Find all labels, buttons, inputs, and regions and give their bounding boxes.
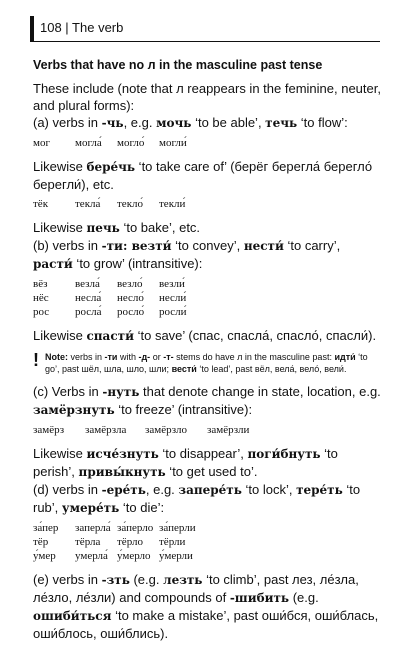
gloss: ‘to get used to’. <box>165 464 258 479</box>
section-b-intro <box>33 237 383 273</box>
text: or <box>150 352 164 362</box>
form: росли́ <box>159 306 187 318</box>
ending: -т- <box>163 352 174 362</box>
likewise-paragraph <box>33 158 383 193</box>
forms-row <box>33 277 383 291</box>
running-header <box>30 16 380 42</box>
gloss: ‘to grow’ (intransitive): <box>72 256 203 271</box>
gloss: ‘to rub’, <box>33 482 361 515</box>
form: заперла́ <box>75 522 111 534</box>
form: у́мерло <box>117 550 151 562</box>
section-e-paragraph <box>33 571 383 642</box>
form: мог <box>33 137 50 149</box>
gloss: ‘to make a mistake’, past оши́бся, оши́блась, оши́блось, оши́блись). <box>33 608 379 641</box>
form: замёрзла <box>85 424 127 436</box>
section-d-intro <box>33 481 383 517</box>
form: везло́ <box>117 278 143 290</box>
gloss: ‘to climb’, past лез, ле́зла, ле́зло, ле́зли) and compounds of <box>33 572 359 605</box>
header-rule <box>30 41 380 42</box>
form: за́перло <box>117 522 154 534</box>
forms-row <box>33 535 383 549</box>
forms-table <box>33 197 383 211</box>
text: Likewise <box>33 328 87 343</box>
ending: -ере́ть <box>101 483 146 497</box>
verb: поги́бнуть <box>247 447 321 461</box>
verb: везти́ <box>131 239 172 253</box>
verb: -шибить <box>229 591 290 605</box>
form: росло́ <box>117 306 145 318</box>
form: тёрло <box>117 536 144 548</box>
form: несла́ <box>75 292 102 304</box>
form: текла́ <box>75 198 101 210</box>
text: (e.g. <box>129 572 164 587</box>
form: за́перли <box>159 522 196 534</box>
forms-table <box>33 277 383 319</box>
forms-table <box>33 521 383 563</box>
ending: -зть <box>101 573 130 587</box>
forms-table <box>33 423 383 437</box>
form: могли́ <box>159 137 187 149</box>
form: умерла́ <box>75 550 108 562</box>
form: текло́ <box>117 198 144 210</box>
form: текли́ <box>159 198 186 210</box>
ending: -чь <box>101 116 124 130</box>
gloss: ‘to flow’: <box>297 115 348 130</box>
text: (a) verbs in <box>33 115 102 130</box>
verb: привы́кнуть <box>78 465 166 479</box>
verb: бере́чь <box>86 160 136 174</box>
form: могла́ <box>75 137 102 149</box>
form: могло́ <box>117 137 145 149</box>
form: тёр <box>33 536 49 548</box>
text: that denote change in state, location, e.g. <box>139 384 381 399</box>
form: рос <box>33 306 50 318</box>
forms-row <box>33 197 383 211</box>
form: везла́ <box>75 278 100 290</box>
text: stems do have л in the masculine past: <box>173 352 335 362</box>
intro-paragraph: These include (note that л reappears in the feminine, neuter, and plural forms): <box>33 81 381 113</box>
verb: исче́знуть <box>86 447 159 461</box>
text: Likewise <box>33 159 87 174</box>
forms-row <box>33 136 383 150</box>
forms-row <box>33 291 383 305</box>
gloss: ‘to carry’, <box>283 238 341 253</box>
ending: -д- <box>138 352 151 362</box>
gloss: ‘to freeze’ (intransitive): <box>114 402 253 417</box>
verb: умере́ть <box>61 501 120 515</box>
text: ‘to lead’, past вёл, вела́, вело́, вели́. <box>196 364 347 374</box>
form: нёс <box>33 292 49 304</box>
text: (c) Verbs in <box>33 384 103 399</box>
likewise-paragraph <box>33 327 383 345</box>
form: несли́ <box>159 292 187 304</box>
form: у́мер <box>33 550 56 562</box>
form: тёк <box>33 198 49 210</box>
exclamation-icon: ! <box>33 350 39 370</box>
likewise-paragraph <box>33 445 383 481</box>
text: ‘to go’, past шёл, шла, шло, шли; <box>45 352 368 374</box>
text: Likewise <box>33 446 87 461</box>
form: у́мерли <box>159 550 193 562</box>
verb: ошиби́ться <box>33 609 112 623</box>
verb: печь <box>86 221 120 235</box>
gloss: ‘to disappear’, <box>158 446 248 461</box>
text: with <box>117 352 139 362</box>
verb: вести́ <box>171 364 197 374</box>
forms-table <box>33 136 383 150</box>
ending: -нуть <box>102 385 140 399</box>
gloss: ‘to die’: <box>119 500 165 515</box>
text: ‘to bake’, etc. <box>119 220 201 235</box>
text: Likewise <box>33 220 87 235</box>
gloss: ‘to convey’, <box>171 238 244 253</box>
note-label: Note: <box>45 352 68 362</box>
gloss: ‘to lock’, <box>241 482 297 497</box>
verb: нести́ <box>243 239 284 253</box>
verb: течь <box>265 116 298 130</box>
page-label: 108 | The verb <box>40 20 124 35</box>
forms-row <box>33 305 383 319</box>
text: ‘to take care of’ (берёг берегла́ берегло́ берегли́), etc. <box>33 159 373 192</box>
forms-row <box>33 521 383 535</box>
verb: идти́ <box>334 352 356 362</box>
form: везли́ <box>159 278 185 290</box>
form: тёрла <box>75 536 101 548</box>
form: несло́ <box>117 292 144 304</box>
gloss: ‘to be able’, <box>191 115 266 130</box>
verb: запере́ть <box>178 483 242 497</box>
ending: -ти <box>104 352 118 362</box>
page-content <box>33 58 383 642</box>
verb: спасти́ <box>86 329 134 343</box>
form: тёрли <box>159 536 186 548</box>
text: (b) verbs in <box>33 238 102 253</box>
verb: лезть <box>163 573 203 587</box>
forms-row <box>33 423 383 437</box>
forms-row <box>33 549 383 563</box>
form: замёрз <box>33 424 65 436</box>
text: , e.g. <box>123 115 157 130</box>
gloss: (e.g. <box>289 590 319 605</box>
form: замёрзло <box>145 424 188 436</box>
section-heading: Verbs that have no л in the masculine past tense <box>33 58 323 72</box>
section-a-intro <box>33 114 383 132</box>
text: (d) verbs in <box>33 482 102 497</box>
verb: мочь <box>156 116 192 130</box>
text: (e) verbs in <box>33 572 102 587</box>
text: ‘to save’ (спас, спасла́, спасло́, спасли́). <box>133 328 377 343</box>
verb: тере́ть <box>296 483 343 497</box>
form: росла́ <box>75 306 102 318</box>
text: , e.g. <box>145 482 179 497</box>
text: verbs in <box>68 352 105 362</box>
likewise-paragraph <box>33 219 383 237</box>
note-box <box>33 351 383 375</box>
form: вёз <box>33 278 48 290</box>
ending: -ти: <box>101 239 132 253</box>
gloss: ‘to perish’, <box>33 446 338 479</box>
form: замёрзли <box>207 424 250 436</box>
header-bar <box>30 16 34 42</box>
form: за́пер <box>33 522 59 534</box>
section-c-intro <box>33 383 383 419</box>
verb: расти́ <box>33 257 73 271</box>
verb: замёрзнуть <box>33 403 115 417</box>
